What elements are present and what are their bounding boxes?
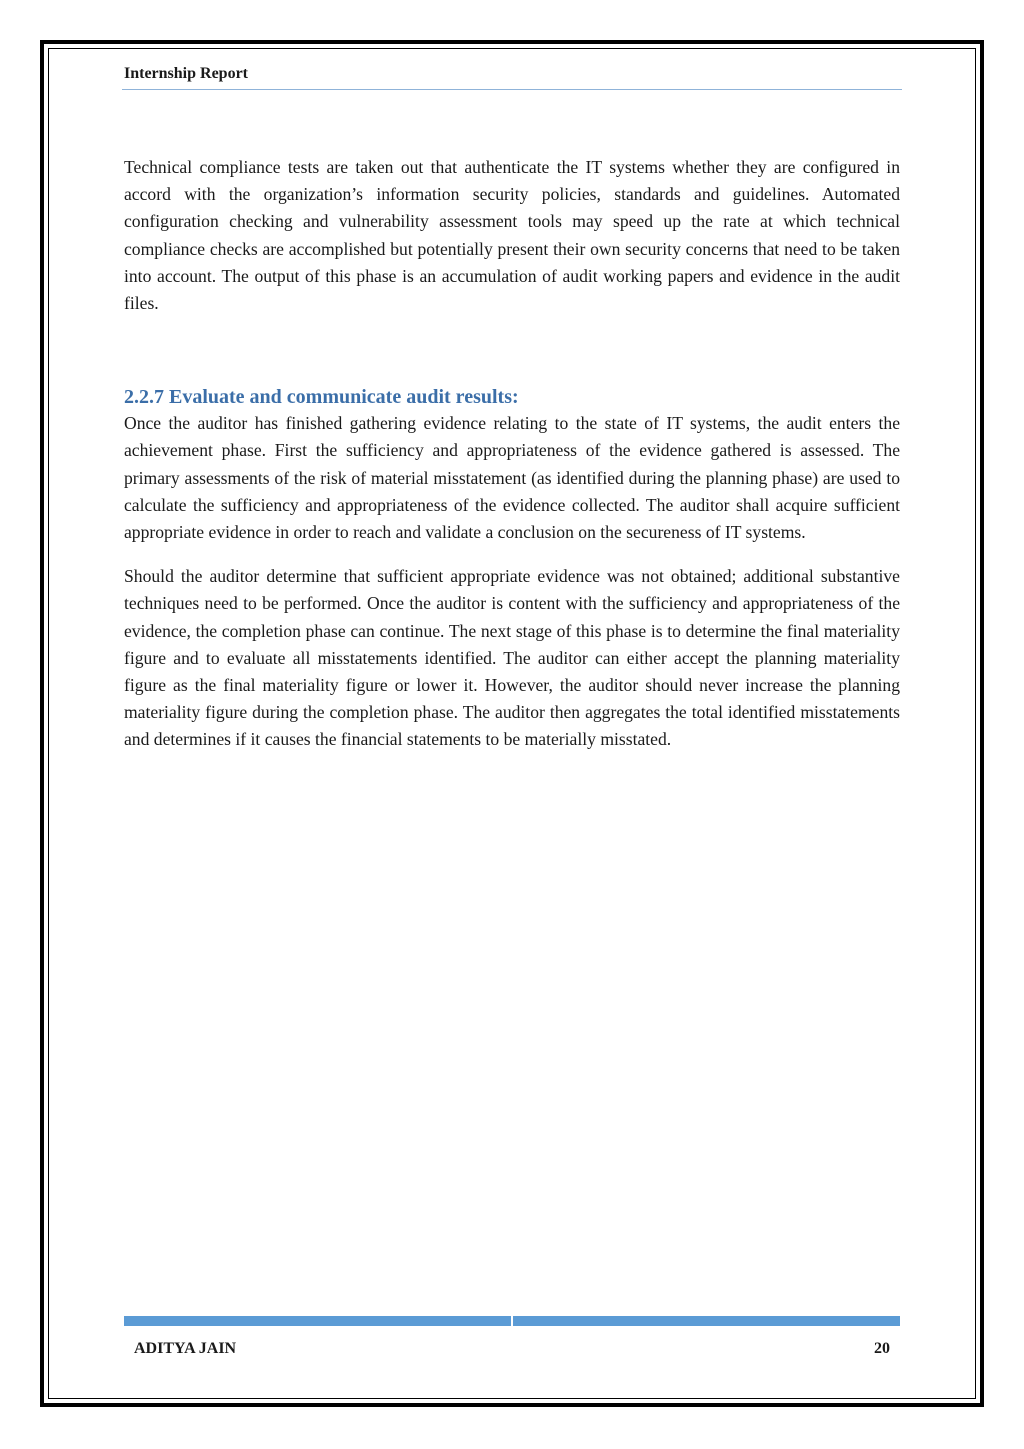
- footer-bar-left-segment: [124, 1316, 511, 1326]
- header-divider: [122, 89, 902, 90]
- footer-author: ADITYA JAIN: [134, 1340, 237, 1357]
- body-paragraph: Should the auditor determine that sufficient appropriate evidence was not obtained; additional substantive techniques need to be performed. Once the auditor is content with the sufficiency and appropriateness of the evidence, the completion phase can continue. The next stage of this phase is to determine the final materiality figure and to evaluate all misstatements identified. The auditor can either accept the planning materiality figure as the final materiality figure or lower it. However, the auditor should never increase the planning materiality figure during the completion phase. The auditor then aggregates the total identified misstatements and determines if it causes the financial statements to be materially misstated.: [124, 566, 900, 750]
- page-number: 20: [874, 1340, 890, 1357]
- footer-divider-bar: [124, 1316, 900, 1326]
- section-heading: 2.2.7 Evaluate and communicate audit results:: [124, 386, 519, 409]
- footer-bar-right-segment: [513, 1316, 900, 1326]
- running-header: Internship Report: [124, 65, 249, 82]
- body-paragraph: Technical compliance tests are taken out that authenticate the IT systems whether they are configured in accord with the organization’s information security policies, standards and guidelines. Automated configuration checking and vulnerability assessment tools may speed up the rate at which technical compliance checks are accomplished but potentially present their own security concerns that need to be taken into account. The output of this phase is an accumulation of audit working papers and evidence in the audit files.: [124, 157, 900, 314]
- body-paragraph: Once the auditor has finished gathering evidence relating to the state of IT systems, the audit enters the achievement phase. First the sufficiency and appropriateness of the evidence gathered is assessed. The primary assessments of the risk of material misstatement (as identified during the planning phase) are used to calculate the sufficiency and appropriateness of the evidence collected. The auditor shall acquire sufficient appropriate evidence in order to reach and validate a conclusion on the secureness of IT systems.: [124, 413, 900, 543]
- page-content: [124, 154, 900, 754]
